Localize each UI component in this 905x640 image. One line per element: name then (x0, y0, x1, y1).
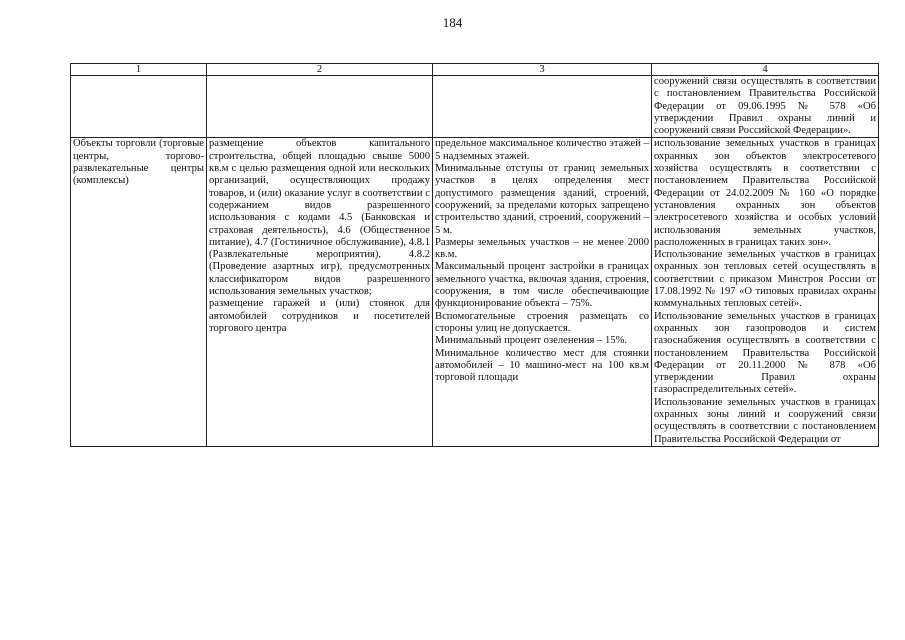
parameter-paragraph: Размеры земельных участков – не менее 2000 кв.м. (435, 236, 649, 261)
column-number-row (71, 64, 879, 76)
empty-cell (71, 76, 207, 138)
restriction-paragraph: использование земельных участков в границах охранных зон объектов электросетевого хозяйства осуществлять в соответствии с постановлением Правительства Российской Федерации от 24.02.2009 № 160 «О порядке установления охранных зон объектов электросетевого хозяйства и особых условий использования земельных участков, расположенных в границах таких зон». (654, 138, 876, 248)
parameter-paragraph: Максимальный процент застройки в границах земельного участка, включая здания, строения, сооружения, в том числе обеспечивающие функционирование объекта – 75%. (435, 261, 649, 310)
column-number: 3 (433, 64, 652, 76)
continued-text-cell: сооружений связи осуществлять в соответствии с постановлением Правительства Российской Федерации от 09.06.1995 № 578 «Об утверждении Правил охраны линий и сооружений связи Российской Федерации». (652, 76, 879, 138)
object-type-cell: Объекты торговли (торговые центры, торгово-развлекательные центры (комплексы) (71, 138, 207, 446)
permitted-use-paragraph: размещение объектов капитального строительства, общей площадью свыше 5000 кв.м с целью размещения одной или нескольких организаций, осуществляющих продажу товаров, и (или) оказание услуг в соответствии с содержанием видов разрешенного использования с кодами 4.5 (Банковская и страховая деятельность), 4.6 (Общественное питание), 4.7 (Гостиничное обслуживание), 4.8.1 (Развлекательные мероприятия), 4.8.2 (Проведение азартных игр), предусмотренных классификатором видов разрешенного использования земельных участков; (209, 138, 430, 298)
parameter-paragraph: предельное максимальное количество этажей – 5 надземных этажей. (435, 138, 649, 162)
trade-objects-row (71, 138, 879, 446)
parameter-paragraph: Минимальные отступы от границ земельных участков в целях определения мест допустимого размещения зданий, строений, сооружений, за пределами которых запрещено строительство зданий, строений, сооружений – 5 м. (435, 163, 649, 236)
permitted-use-cell (207, 138, 433, 446)
parameter-paragraph: Минимальное количество мест для стоянки автомобилей – 10 машино-мест на 100 кв.м торговой площади (435, 347, 649, 384)
restriction-paragraph: Использование земельных участков в границах охранных зон тепловых сетей осуществлять в соответствии с приказом Минстроя России от 17.08.1992 № 197 «О типовых правилах охраны коммунальных тепловых сетей». (654, 249, 876, 310)
restriction-paragraph: Использование земельных участков в границах охранных зоны линий и сооружений связи осуществлять в соответствии с постановлением Правительства Российской Федерации от (654, 396, 876, 445)
permitted-use-paragraph: размещение гаражей и (или) стоянок для автомобилей сотрудников и посетителей торгового центра (209, 298, 430, 334)
column-number: 1 (71, 64, 207, 76)
parameters-cell (433, 138, 652, 446)
page-number: 184 (442, 15, 463, 30)
column-number: 4 (652, 64, 879, 76)
parameter-paragraph: Минимальный процент озеленения – 15%. (435, 335, 628, 347)
empty-cell (433, 76, 652, 138)
restrictions-cell (652, 138, 879, 446)
continuation-row (71, 76, 879, 138)
parameter-paragraph: Вспомогательные строения размещать со стороны улиц не допускается. (435, 310, 649, 334)
column-number: 2 (207, 64, 433, 76)
zoning-table (70, 63, 879, 447)
empty-cell (207, 76, 433, 138)
restriction-paragraph: Использование земельных участков в границах охранных зон газопроводов и систем газоснабжения осуществлять в соответствии с постановлением Правительства Российской Федерации от 20.11.2000 № 878 «Об утверждении Правил охраны газораспределительных сетей». (654, 310, 876, 396)
